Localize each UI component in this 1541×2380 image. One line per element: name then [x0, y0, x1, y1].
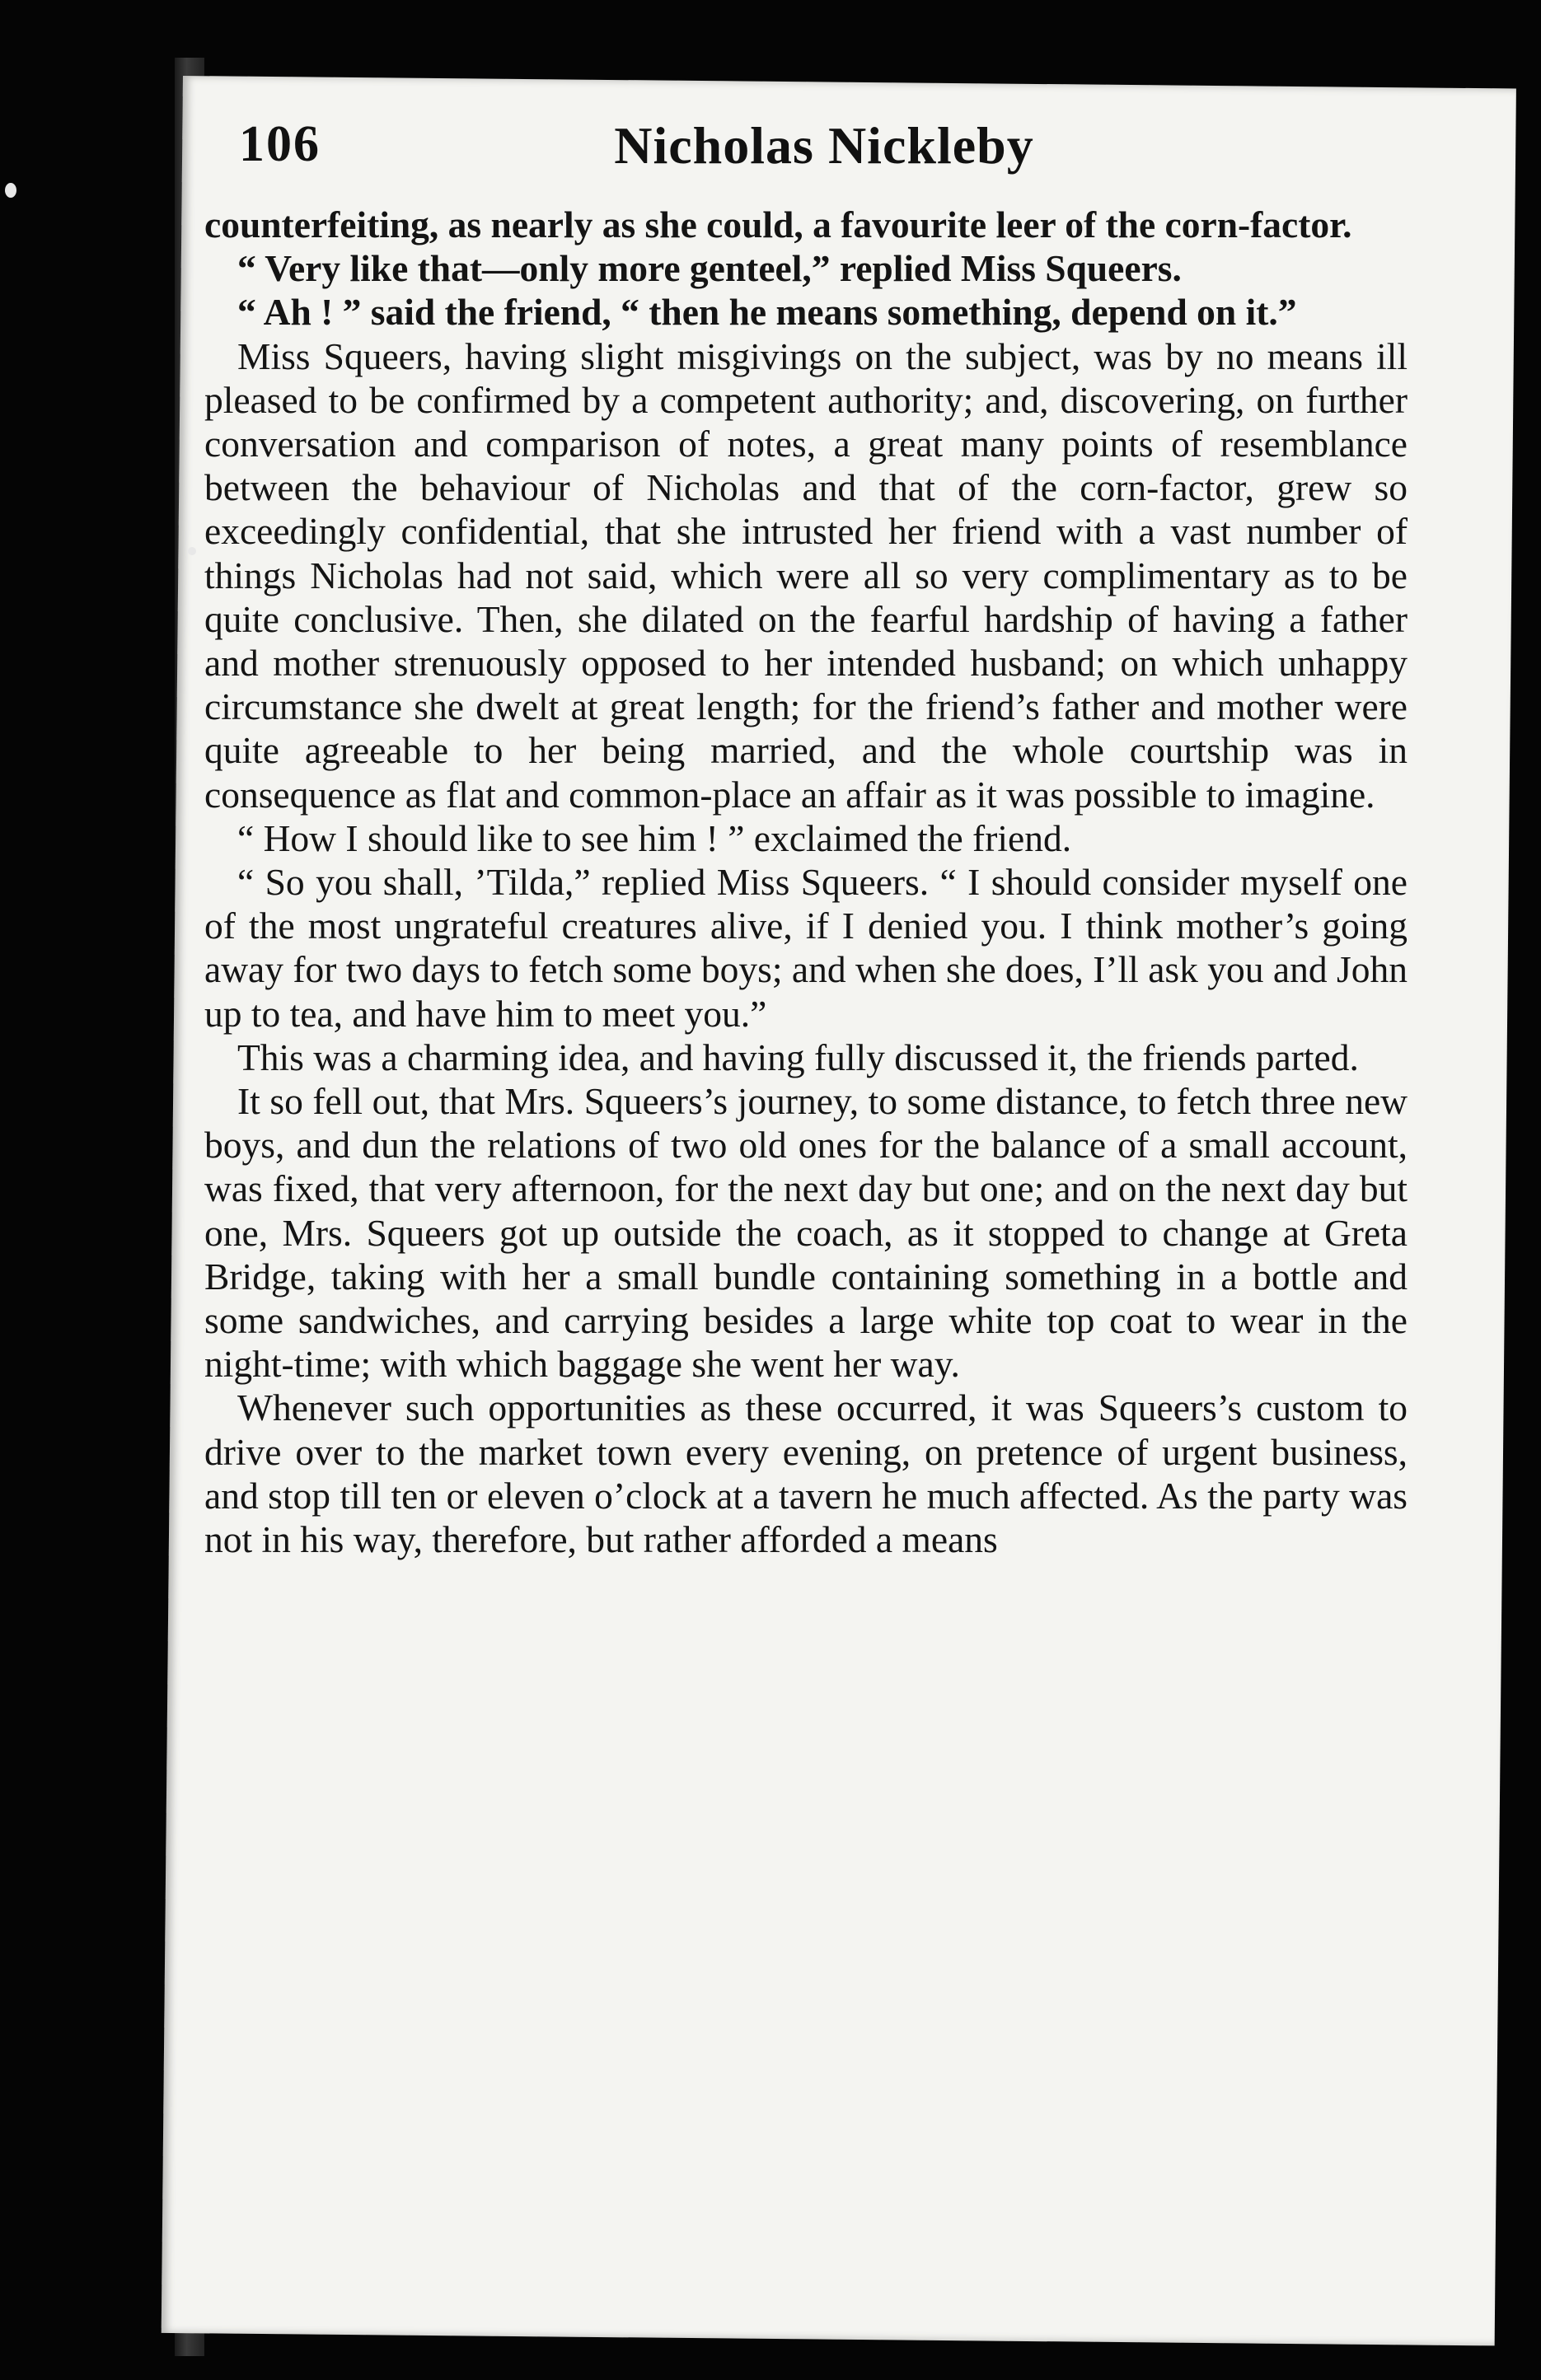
- paragraph: “ Very like that—only more genteel,” replied Miss Squeers.: [237, 247, 1182, 290]
- paragraph: This was a charming idea, and having fully discussed it, the friends parted.: [237, 1036, 1359, 1078]
- running-title: Nicholas Nickleby: [614, 116, 1034, 175]
- paragraph: It so fell out, that Mrs. Squeers’s journey, to some distance, to fetch three new boys, and dun the relations of two old ones for the balance of a small account, was fixed, that very afternoon, for the next day but one; and on the next day but one, Mrs. Squeers got up outside the coach, as it stopped to change at Greta Bridge, taking with her a small bundle containing something in a bottle and some sandwiches, and carrying besides a large white top coat to wear in the night-time; with which baggage she went her way.: [204, 1080, 1408, 1386]
- paragraph: “ Ah ! ” said the friend, “ then he means something, depend on it.”: [237, 291, 1297, 334]
- paragraph: “ So you shall, ’Tilda,” replied Miss Squeers. “ I should consider myself one of the most ungrateful creatures alive, if I denied you. I think mother’s going away for two days to fetch some boys; and when she does, I’ll ask you and John up to tea, and have him to meet you.”: [204, 861, 1408, 1035]
- paragraph: Miss Squeers, having slight misgivings on the subject, was by no means ill pleased to be confirmed by a competent authority; and, discovering, on further conversation and comparison of notes, a great many points of resemblance between the behaviour of Nicholas and that of the corn-factor, grew so exceedingly confidential, that she intrusted her friend with a vast number of things Nicholas had not said, which were all so very complimentary as to be quite conclusive. Then, she dilated on the fearful hardship of having a father and mother strenuously opposed to her intended husband; on which unhappy circumstance she dwelt at great length; for the friend’s father and mother were quite agreeable to her being married, and the whole courtship was in consequence as flat and common-place an affair as it was possible to imagine.: [204, 334, 1408, 816]
- margin-mark: [5, 183, 16, 198]
- page-number: 106: [239, 116, 321, 172]
- paragraph: Whenever such opportunities as these occurred, it was Squeers’s custom to drive over to the market town every evening, on pretence of urgent business, and stop till ten or eleven o’clock at a tavern he much affected. As the party was not in his way, therefore, but rather afforded a means: [204, 1386, 1408, 1561]
- body-text: [204, 203, 1408, 1561]
- margin-mark: [188, 547, 196, 555]
- paragraph: “ How I should like to see him ! ” exclaimed the friend.: [237, 816, 1072, 859]
- paragraph: counterfeiting, as nearly as she could, a favourite leer of the corn-factor.: [204, 203, 1352, 245]
